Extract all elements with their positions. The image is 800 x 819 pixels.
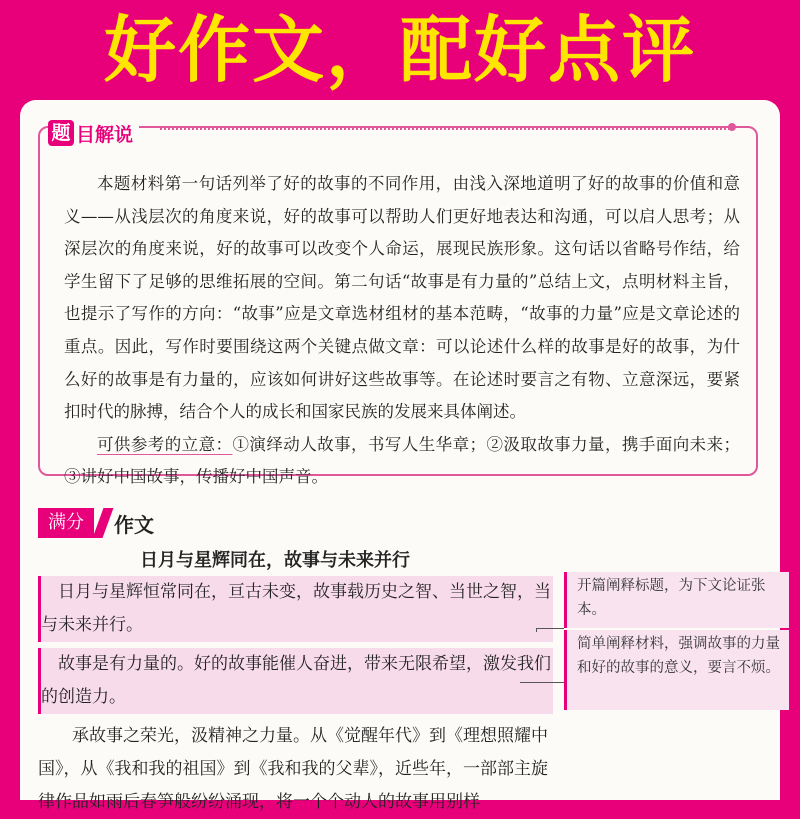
comment-box-2: 简单阐释材料，强调故事的力量和好的故事的意义，要言不烦。 [564, 630, 789, 710]
tag-slash [93, 508, 114, 538]
analysis-paragraph: 本题材料第一句话列举了好的故事的不同作用，由浅入深地道明了好的故事的价值和意义——从浅层次的角度来说，好的故事可以帮助人们更好地表达和沟通，可以启人思考；从深层次的角度来说，好的故事可以改变个人命运，展现民族形象。这句话以省略号作结，给学生留下了足够的思维拓展的空间。第二句话“故事是有力量的”总结上文，点明材料主旨，也提示了写作的方向：“故事”应是文章选材组材的基本范畴，“故事的力量”应是文章论述的重点。因此，写作时要围绕这两个关键点做文章：可以论述什么样的故事是好的故事，为什么好的故事是有力量的，应该如何讲好这些故事等。在论述时要言之有物、立意深远，要紧扣时代的脉搏，结合个人的成长和国家民族的发展来具体阐述。 [64, 174, 740, 422]
book-page [20, 100, 780, 812]
essay-paragraph-3: 承故事之荣光，汲精神之力量。从《觉醒年代》到《理想照耀中国》，从《我和我的祖国》到《我和我的父辈》，近些年，一部部主旋律作品如雨后春笋般纷纷涌现，将一个个动人的故事用别样 [38, 726, 548, 812]
topic-analysis-box [38, 122, 758, 487]
badge-first-char: 题 [48, 120, 74, 146]
essay-title: 日月与星辉同在，故事与未来并行 [140, 550, 410, 571]
essay-body [38, 576, 553, 819]
dotted-divider [160, 128, 730, 130]
essay-paragraph-2: 故事是有力量的。好的故事能催人奋进，带来无限希望，激发我们的创造力。 [38, 648, 553, 714]
reference-label: 可供参考的立意： [97, 434, 233, 454]
comment-box-1: 开篇阐释标题，为下文论证张本。 [564, 572, 789, 628]
top-banner [0, 0, 800, 100]
reference-text: ①演绎动人故事，书写人生华章；②汲取故事力量，携手面向未来；③讲好中国故事，传播好中国声音。 [64, 434, 741, 487]
analysis-text [64, 168, 740, 494]
essay-paragraph-1: 日月与星辉恒常同在，亘古未变，故事载历史之智、当世之智，当与未来并行。 [38, 576, 553, 642]
reference-ideas [64, 429, 740, 494]
connector-line-1b [536, 628, 537, 632]
banner-title: 好作文，配好点评 [103, 8, 696, 92]
badge-rest-text: 目解说 [76, 123, 134, 146]
essay-section-title: 作文 [114, 512, 154, 537]
topic-analysis-badge [48, 118, 139, 148]
divider-end-dot [728, 123, 736, 131]
connector-line-2 [520, 682, 564, 683]
full-score-tag: 满分 [38, 508, 94, 538]
full-score-label [38, 508, 154, 538]
connector-line-1 [536, 628, 564, 629]
